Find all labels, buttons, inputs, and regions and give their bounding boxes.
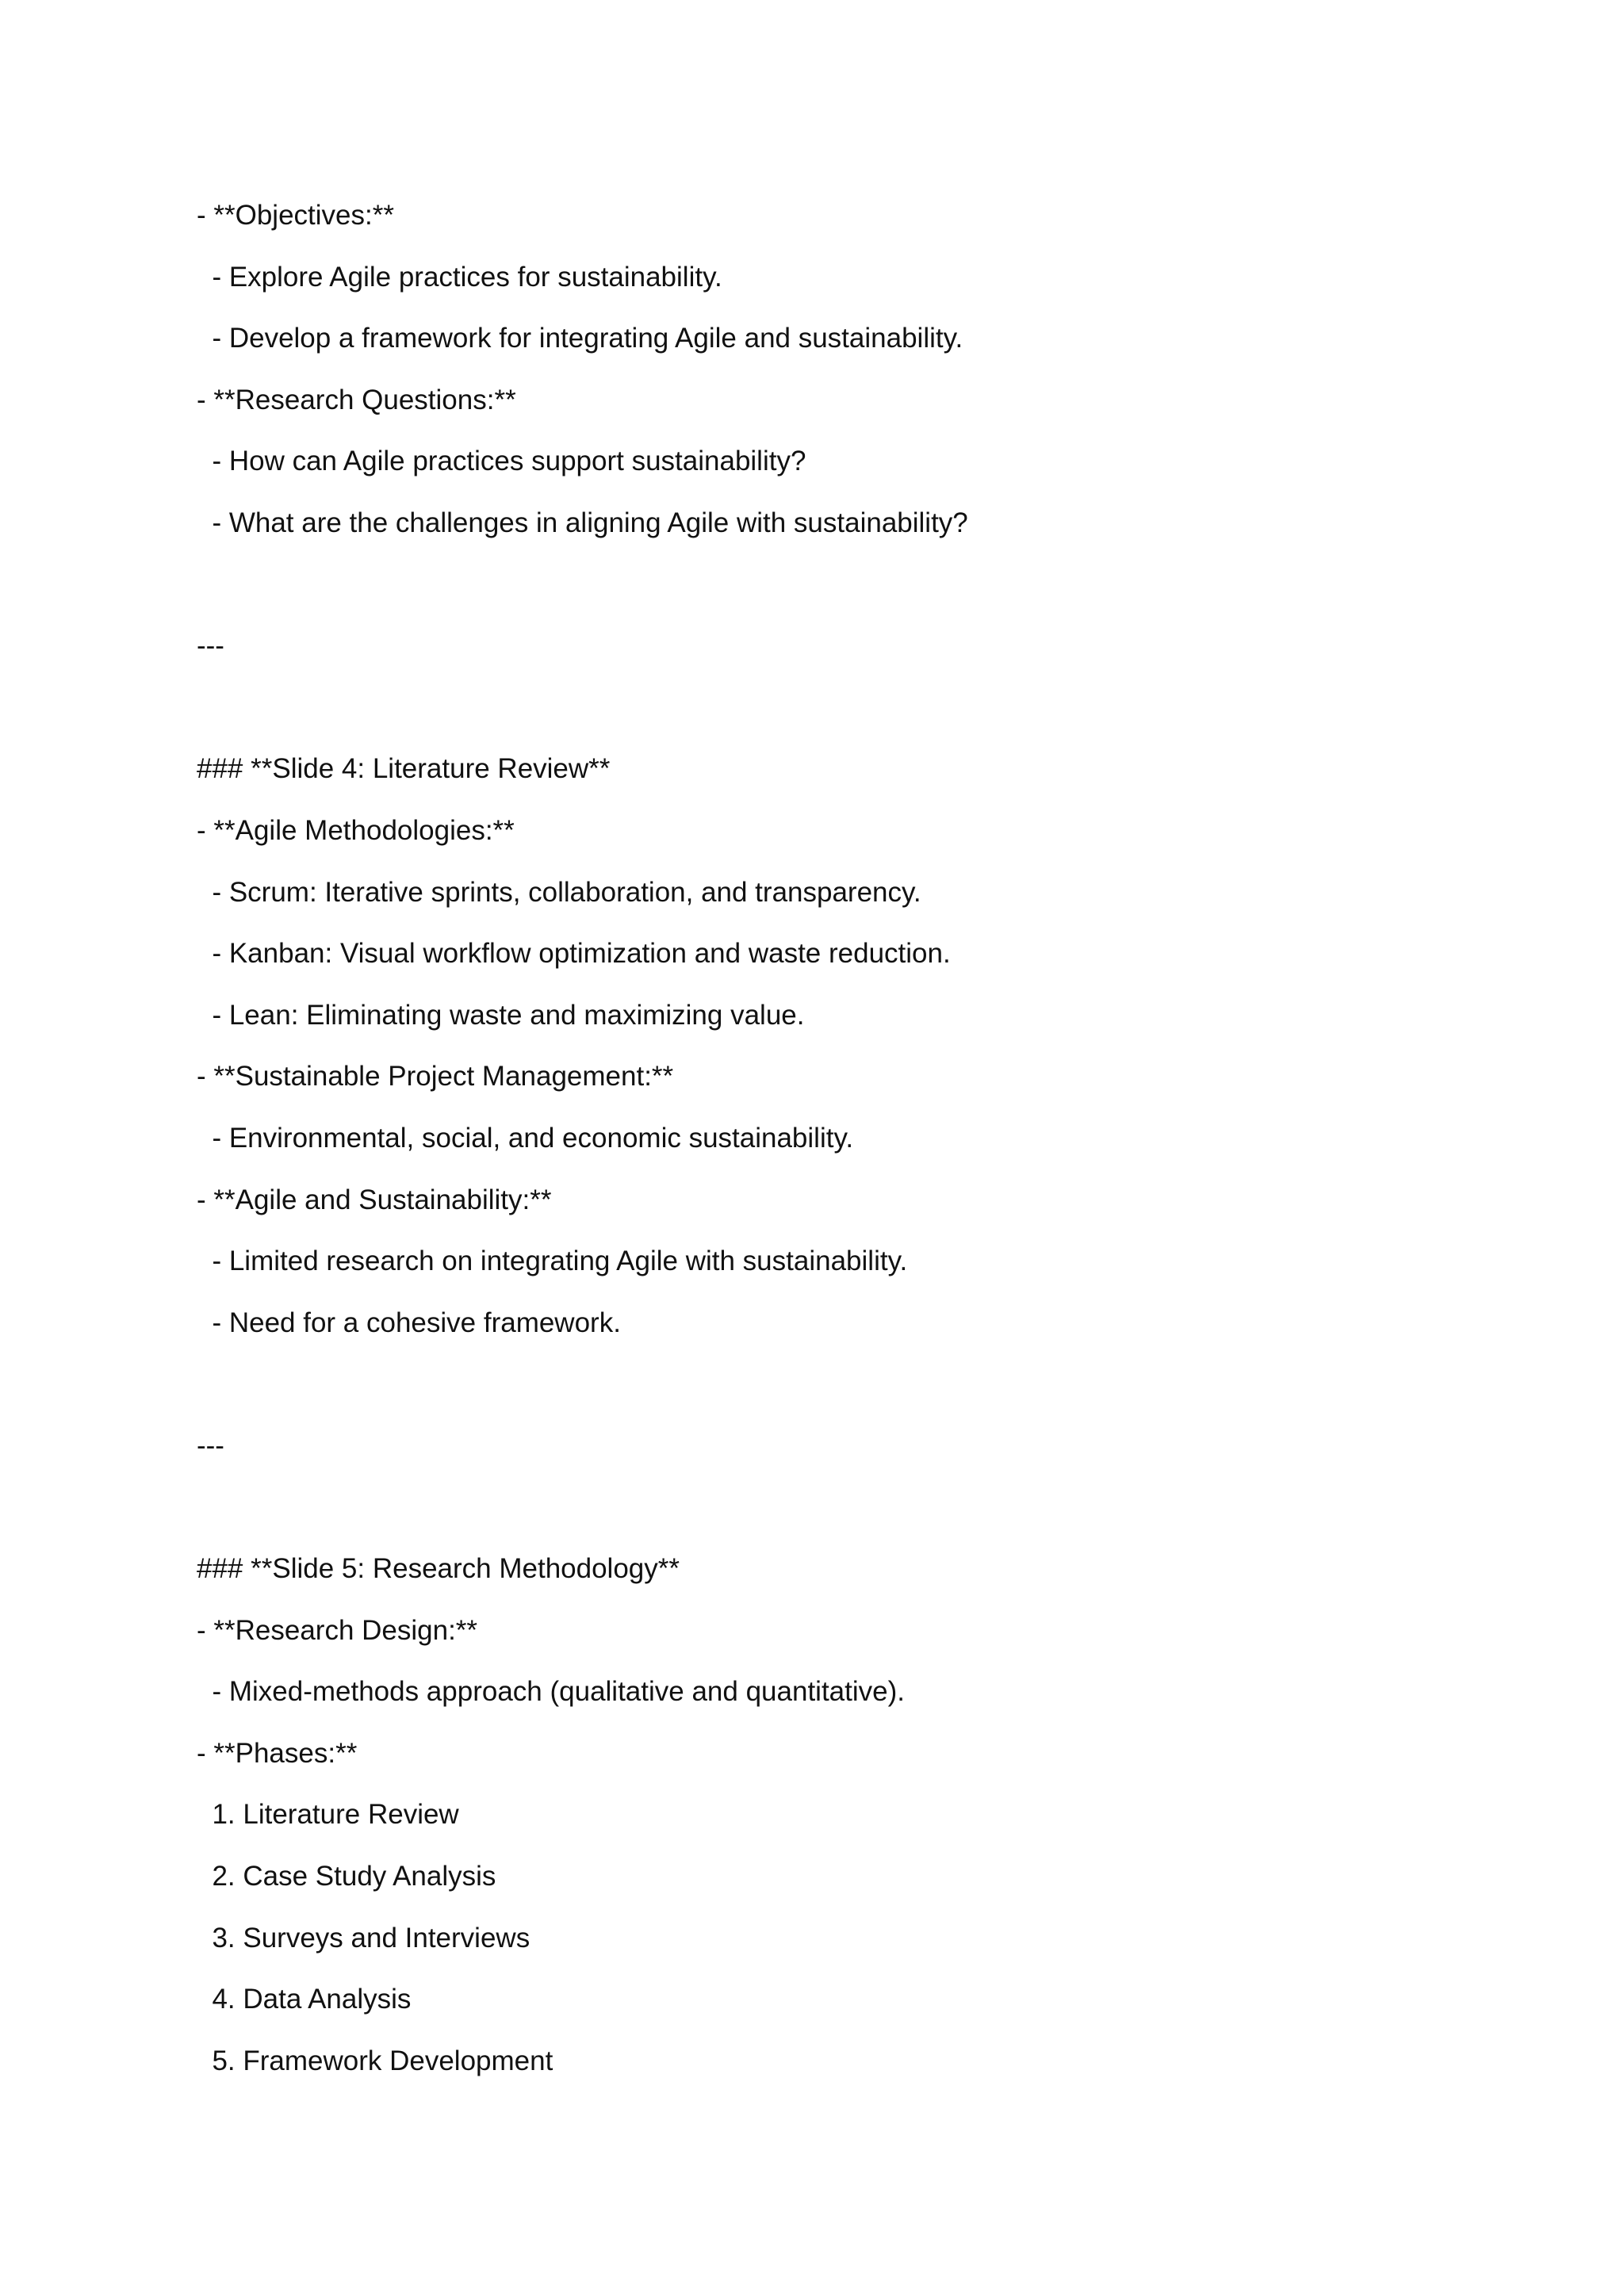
text-line: - **Research Questions:** bbox=[197, 384, 516, 415]
horizontal-rule-text: --- bbox=[197, 1429, 224, 1461]
text-line: - Mixed-methods approach (qualitative and quantitative). bbox=[197, 1676, 905, 1708]
text-line: - **Agile and Sustainability:** bbox=[197, 1184, 552, 1215]
text-line: - Limited research on integrating Agile with sustainability. bbox=[197, 1246, 908, 1277]
numbered-item: 4. Data Analysis bbox=[197, 1984, 412, 2015]
text-line: - Develop a framework for integrating Agile and sustainability. bbox=[197, 323, 963, 354]
horizontal-rule-text: --- bbox=[197, 630, 224, 662]
text-line: - Explore Agile practices for sustainability. bbox=[197, 261, 722, 293]
numbered-item: 1. Literature Review bbox=[197, 1799, 459, 1831]
text-line: - What are the challenges in aligning Agile with sustainability? bbox=[197, 507, 968, 538]
text-line: - Environmental, social, and economic sustainability. bbox=[197, 1122, 854, 1154]
text-line: - How can Agile practices support sustainability? bbox=[197, 446, 806, 477]
blank-line bbox=[197, 566, 1434, 628]
text-line: - Scrum: Iterative sprints, collaboration, and transparency. bbox=[197, 876, 921, 908]
text-line: - **Sustainable Project Management:** bbox=[197, 1061, 674, 1093]
text-line: - **Objectives:** bbox=[197, 200, 394, 231]
text-line: - Lean: Eliminating waste and maximizing value. bbox=[197, 999, 805, 1031]
numbered-item: 2. Case Study Analysis bbox=[197, 1861, 496, 1892]
text-line: - Need for a cohesive framework. bbox=[197, 1307, 621, 1338]
blank-line bbox=[197, 1365, 1434, 1427]
text-line: - **Agile Methodologies:** bbox=[197, 814, 515, 846]
section-heading: ### **Slide 5: Research Methodology** bbox=[197, 1553, 680, 1585]
text-line: - **Research Design:** bbox=[197, 1614, 478, 1646]
blank-line bbox=[197, 1488, 1434, 1550]
text-line: - Kanban: Visual workflow optimization and waste reduction. bbox=[197, 938, 951, 970]
document-body bbox=[197, 197, 1434, 2103]
section-heading: ### **Slide 4: Literature Review** bbox=[197, 753, 611, 785]
blank-line bbox=[197, 689, 1434, 751]
text-line: - **Phases:** bbox=[197, 1737, 358, 1769]
numbered-item: 5. Framework Development bbox=[197, 2045, 553, 2076]
numbered-item: 3. Surveys and Interviews bbox=[197, 1922, 530, 1954]
